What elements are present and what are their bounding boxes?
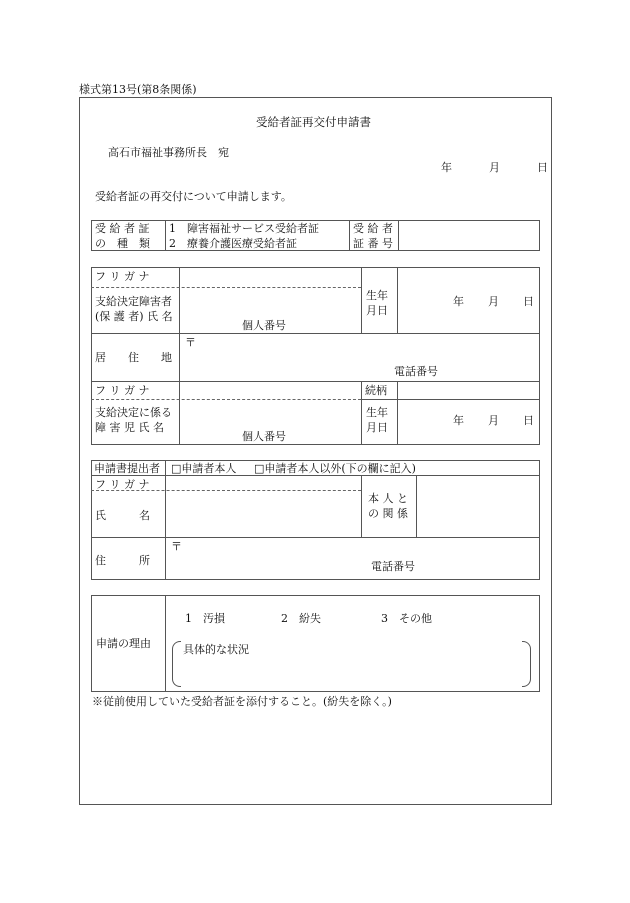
personal-number-label: 個人番号 (242, 319, 286, 332)
submitter-phone-label: 電話番号 (371, 560, 415, 573)
birth-month: 月 (488, 295, 499, 308)
cert-type-label-1: 受 給 者 証 (95, 222, 150, 235)
detail-bracket-left (172, 641, 181, 687)
cert-number-field[interactable] (400, 222, 538, 249)
child-furigana-label: フ リ ガ ナ (95, 384, 150, 397)
reason-option-soiled[interactable]: 1 汚損 (185, 612, 225, 625)
furigana-field[interactable] (181, 269, 359, 285)
submitter-furigana-field[interactable] (167, 477, 359, 489)
furigana-label: フ リ ガ ナ (95, 270, 150, 283)
child-birth-year: 年 (453, 414, 464, 427)
child-name-label-1: 支給決定に係る (95, 406, 172, 419)
postal-mark: 〒 (185, 336, 196, 349)
cert-number-label-2: 証 番 号 (353, 237, 393, 250)
birth-label-1: 生年 (366, 289, 388, 302)
birth-day: 日 (523, 295, 534, 308)
applicant-name-label-2: (保 護 者) 氏 名 (95, 310, 173, 323)
relation-field[interactable] (399, 383, 537, 398)
submitter-other-checkbox[interactable]: □申請者本人以外(下の欄に記入) (254, 462, 416, 475)
cert-option-medical[interactable]: 2 療養介護医療受給者証 (169, 237, 297, 250)
submitter-address-label: 住 所 (95, 554, 150, 567)
submitter-furigana-label: フ リ ガ ナ (95, 478, 150, 491)
detail-label: 具体的な状況 (183, 643, 249, 656)
form-number: 様式第13号(第8条関係) (79, 83, 197, 96)
date-month: 月 (489, 161, 500, 174)
child-name-label-2: 障 害 児 氏 名 (95, 421, 164, 434)
intro-text: 受給者証の再交付について申請します。 (95, 190, 292, 203)
submitter-relation-field[interactable] (418, 477, 537, 535)
detail-field[interactable] (182, 658, 518, 684)
child-name-field[interactable] (181, 401, 359, 427)
submitter-postal-mark: 〒 (171, 540, 182, 553)
birth-year: 年 (453, 295, 464, 308)
address-label: 居 住 地 (95, 351, 172, 364)
child-birth-label-2: 月日 (366, 421, 388, 434)
child-birth-label-1: 生年 (366, 406, 388, 419)
address-field[interactable] (181, 335, 537, 379)
cert-option-welfare[interactable]: 1 障害福祉サービス受給者証 (169, 222, 319, 235)
submitter-self-checkbox[interactable]: □申請者本人 (171, 462, 237, 475)
reason-option-lost[interactable]: 2 紛失 (281, 612, 321, 625)
addressee: 高石市福祉事務所長 宛 (108, 146, 229, 159)
form-title: 受給者証再交付申請書 (256, 115, 371, 129)
birth-label-2: 月日 (366, 304, 388, 317)
cert-type-label-2: の 種 類 (95, 237, 150, 250)
submitter-address-field[interactable] (167, 539, 537, 578)
child-furigana-field[interactable] (181, 383, 359, 398)
child-personal-number-label: 個人番号 (242, 430, 286, 443)
relation-label: 続柄 (365, 384, 387, 397)
cert-number-label-1: 受 給 者 (353, 222, 393, 235)
submitter-label: 申請書提出者 (94, 462, 160, 475)
detail-bracket-right (522, 641, 531, 687)
date-year: 年 (441, 161, 452, 174)
child-birth-day: 日 (523, 414, 534, 427)
phone-label: 電話番号 (394, 365, 438, 378)
applicant-name-label-1: 支給決定障害者 (95, 295, 172, 308)
submitter-name-label: 氏 名 (95, 509, 150, 522)
attachment-note: ※従前使用していた受給者証を添付すること。(紛失を除く。) (92, 695, 392, 708)
submitter-relation-label-2: の 関 係 (368, 507, 408, 520)
submitter-relation-label-1: 本 人 と (368, 492, 408, 505)
submitter-name-field[interactable] (167, 492, 359, 535)
reason-label: 申請の理由 (96, 637, 151, 650)
reason-option-other[interactable]: 3 その他 (381, 612, 432, 625)
child-birth-month: 月 (488, 414, 499, 427)
date-day: 日 (537, 161, 548, 174)
applicant-name-field[interactable] (181, 289, 359, 317)
